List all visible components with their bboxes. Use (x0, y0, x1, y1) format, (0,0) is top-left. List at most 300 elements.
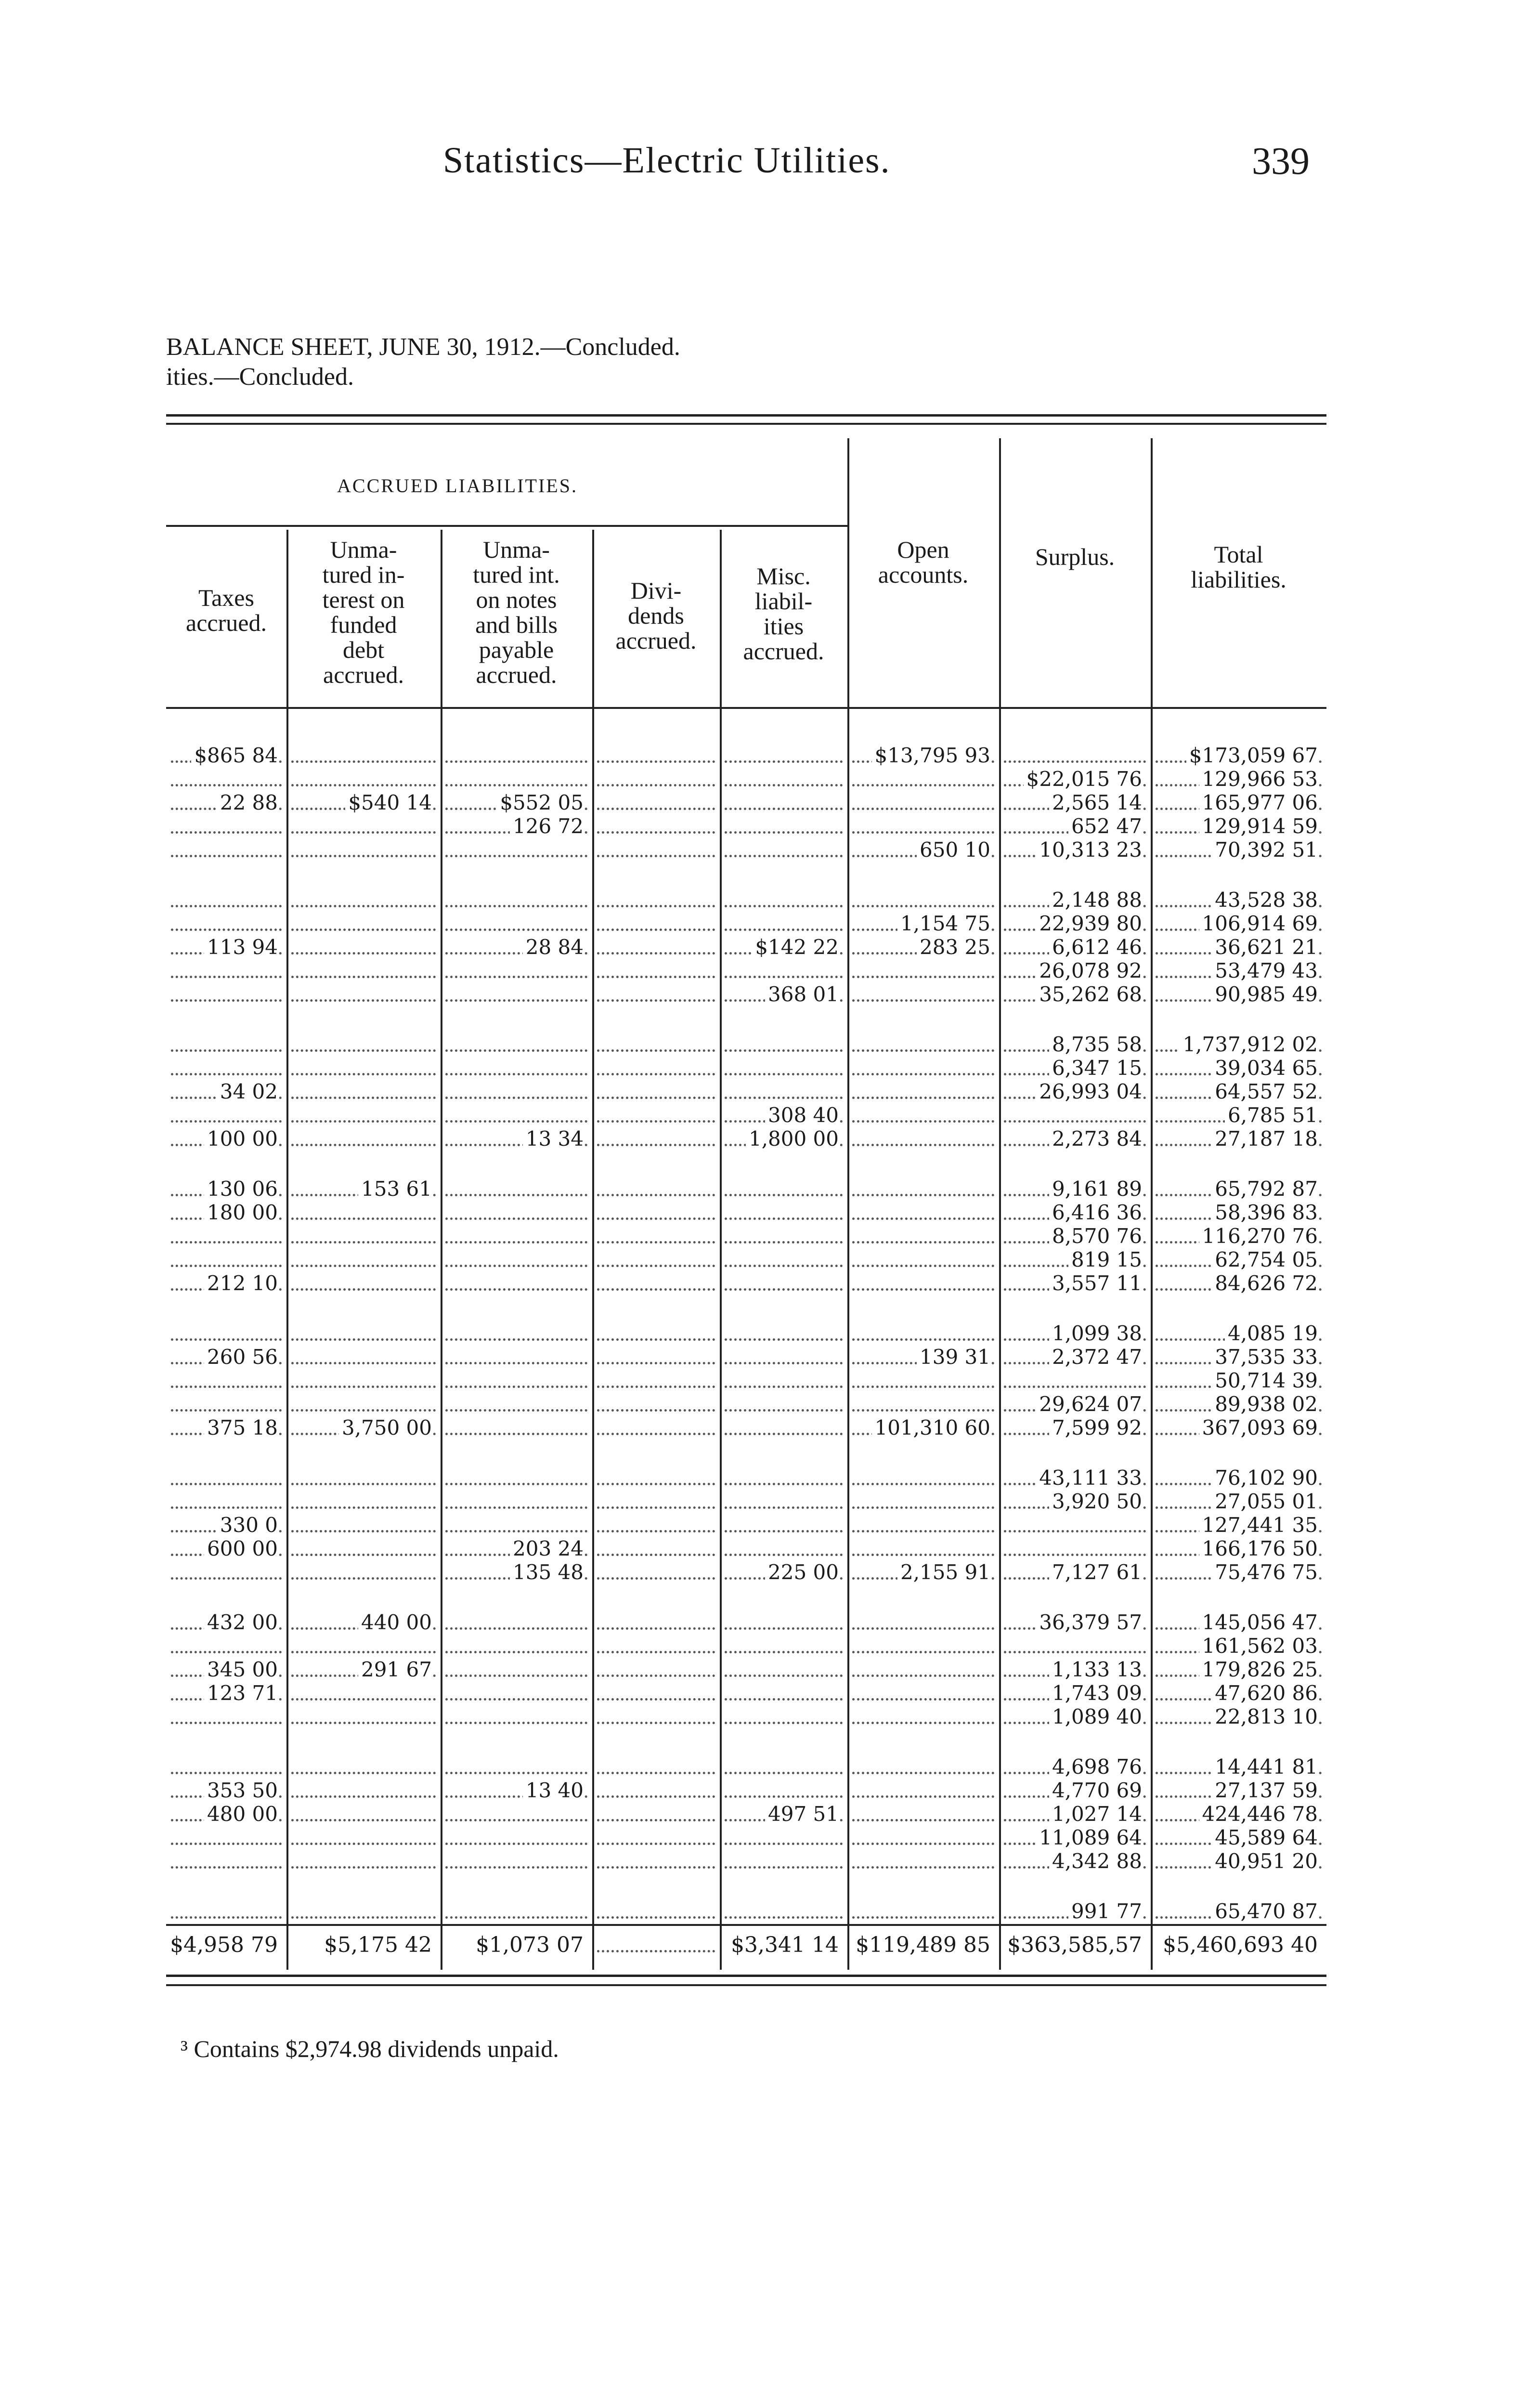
dot-leader (597, 808, 715, 810)
cell-value: 4,770 69 (1049, 1779, 1142, 1802)
cell-value: 6,347 15 (1049, 1057, 1142, 1079)
table-cell (441, 1934, 592, 1956)
table-cell (720, 1178, 847, 1200)
table-cell (999, 936, 1151, 958)
table-cell (720, 1416, 847, 1439)
table-cell (286, 1033, 441, 1056)
table-cell (847, 889, 999, 911)
dot-leader (597, 1409, 715, 1412)
column-header: Unma- tured in- terest on funded debt accrued. (322, 536, 405, 688)
table-cell (847, 1272, 999, 1295)
table-cell (720, 1201, 847, 1224)
dot-leader (852, 1916, 994, 1919)
table-cell (720, 1346, 847, 1368)
table-cell (847, 1537, 999, 1560)
table-cell (1151, 744, 1326, 767)
table-cell (847, 1201, 999, 1224)
table-cell (286, 1490, 441, 1513)
cell-value: 22,939 80 (1036, 912, 1142, 935)
table-cell (720, 1104, 847, 1126)
table-cell (847, 744, 999, 767)
table-cell (720, 1537, 847, 1560)
table-cell (441, 1803, 592, 1825)
cell-value: 27,187 18 (1212, 1127, 1318, 1150)
table-cell (286, 889, 441, 911)
dot-leader (725, 1506, 843, 1509)
dot-leader (852, 1097, 994, 1099)
table-cell (441, 1779, 592, 1802)
dot-leader (597, 1722, 715, 1724)
table-cell (720, 815, 847, 838)
table-cell (592, 1682, 720, 1704)
dot-leader (597, 1554, 715, 1556)
table-cell (999, 1466, 1151, 1489)
table-cell (1151, 1514, 1326, 1536)
table-cell (166, 1033, 286, 1056)
cell-value: 291 67 (358, 1658, 432, 1681)
table-cell (166, 1755, 286, 1778)
dot-leader (597, 1675, 715, 1677)
dot-leader (445, 784, 587, 786)
table-cell (1151, 1127, 1326, 1150)
table-cell (720, 1490, 847, 1513)
table-cell (286, 1682, 441, 1704)
table-cell (1151, 1272, 1326, 1295)
dot-leader (725, 1049, 843, 1052)
cell-value: 8,735 58 (1049, 1033, 1142, 1056)
dot-leader (1004, 760, 1146, 763)
dot-leader (597, 1483, 715, 1485)
dot-leader (445, 999, 587, 1002)
table-cell (441, 1466, 592, 1489)
table-cell (847, 1104, 999, 1126)
cell-value: 22 88 (217, 791, 278, 814)
table-cell (1151, 912, 1326, 935)
dot-leader (852, 905, 994, 907)
dot-leader (597, 999, 715, 1002)
cell-value: 3,557 11 (1049, 1272, 1142, 1295)
dot-leader (597, 1530, 715, 1532)
cell-value: 43,528 38 (1212, 889, 1318, 911)
dot-leader (597, 1362, 715, 1364)
table-cell (441, 1537, 592, 1560)
table-cell (1151, 1635, 1326, 1657)
dot-leader (171, 831, 282, 834)
table-cell (720, 1033, 847, 1056)
dot-leader (291, 760, 436, 763)
table-cell (720, 1514, 847, 1536)
table-cell (441, 912, 592, 935)
table-cell (999, 1850, 1151, 1872)
table-cell (999, 1934, 1151, 1956)
table-cell (286, 1705, 441, 1728)
dot-leader (597, 855, 715, 857)
table-cell (1151, 838, 1326, 861)
table-cell (592, 1514, 720, 1536)
dot-leader (445, 1386, 587, 1388)
table-cell (441, 1561, 592, 1584)
table-cell (441, 1080, 592, 1103)
table-cell (166, 1248, 286, 1271)
dot-leader (445, 1916, 587, 1919)
table-cell (720, 983, 847, 1006)
table-cell (999, 768, 1151, 790)
table-row (166, 1850, 1326, 1872)
table-cell (1151, 1080, 1326, 1103)
table-cell (166, 1057, 286, 1079)
table-cell (286, 1178, 441, 1200)
cell-value: $540 14 (345, 791, 432, 814)
table-cell (592, 1635, 720, 1657)
table-cell (592, 1346, 720, 1368)
table-cell (286, 815, 441, 838)
cell-value: 368 01 (765, 983, 839, 1006)
dot-leader (445, 929, 587, 931)
table-cell (999, 889, 1151, 911)
cell-value: 70,392 51 (1212, 838, 1318, 861)
table-cell (847, 1178, 999, 1200)
dot-leader (291, 1120, 436, 1123)
dot-leader (597, 1338, 715, 1341)
dot-leader (291, 1386, 436, 1388)
table-cell (166, 1322, 286, 1345)
table-cell (720, 768, 847, 790)
dot-leader (852, 1120, 994, 1123)
dot-leader (852, 1241, 994, 1243)
cell-value: 4,085 19 (1225, 1322, 1318, 1345)
dot-leader (291, 1577, 436, 1580)
table-cell (720, 912, 847, 935)
dot-leader (445, 855, 587, 857)
cell-value: 47,620 86 (1212, 1682, 1318, 1704)
cell-value: 35,262 68 (1036, 983, 1142, 1006)
dot-leader (725, 1338, 843, 1341)
dot-leader (445, 1288, 587, 1291)
cell-value: $5,175 42 (321, 1934, 432, 1956)
table-cell (592, 936, 720, 958)
table-cell (999, 1248, 1151, 1271)
table-cell (1151, 1369, 1326, 1392)
table-cell (1151, 1104, 1326, 1126)
dot-leader (171, 1120, 282, 1123)
table-cell (592, 1850, 720, 1872)
table-cell (592, 1803, 720, 1825)
dot-leader (725, 760, 843, 763)
table-cell (441, 1057, 592, 1079)
table-cell (720, 791, 847, 814)
table-cell (592, 1779, 720, 1802)
table-cell (847, 1934, 999, 1956)
dot-leader (597, 1795, 715, 1798)
table-cell (1151, 1934, 1326, 1956)
table-cell (592, 768, 720, 790)
dot-leader (725, 1386, 843, 1388)
dot-leader (852, 1506, 994, 1509)
cell-value: 6,416 36 (1049, 1201, 1142, 1224)
table-row (166, 791, 1326, 814)
table-cell (592, 1178, 720, 1200)
table-cell (441, 815, 592, 838)
table-row (166, 1900, 1326, 1923)
table-cell (720, 838, 847, 861)
cell-value: 58,396 83 (1212, 1201, 1318, 1224)
table-row (166, 1369, 1326, 1392)
cell-value: 353 50 (204, 1779, 278, 1802)
dot-leader (291, 1866, 436, 1869)
table-cell (999, 1225, 1151, 1247)
cell-value: 90,985 49 (1212, 983, 1318, 1006)
cell-value: 166,176 50 (1199, 1537, 1318, 1560)
table-caption (166, 332, 680, 392)
dot-leader (725, 1217, 843, 1220)
table-cell (847, 1466, 999, 1489)
table-cell (286, 1755, 441, 1778)
dot-leader (445, 1338, 587, 1341)
cell-value: 432 00 (204, 1611, 278, 1634)
dot-leader (171, 1772, 282, 1774)
table-cell (847, 1658, 999, 1681)
dot-leader (725, 1097, 843, 1099)
table-cell (166, 744, 286, 767)
cell-value: 76,102 90 (1212, 1466, 1318, 1489)
dot-leader (291, 1772, 436, 1774)
table-cell (286, 791, 441, 814)
cell-value: 65,470 87 (1212, 1900, 1318, 1923)
table-cell (847, 1611, 999, 1634)
table-cell (286, 744, 441, 767)
dot-leader (725, 905, 843, 907)
table-cell (1151, 1248, 1326, 1271)
dot-leader (445, 1049, 587, 1052)
table-cell (999, 791, 1151, 814)
table-cell (441, 1322, 592, 1345)
cell-value: 260 56 (204, 1346, 278, 1368)
dot-leader (445, 1506, 587, 1509)
dot-leader (445, 1097, 587, 1099)
table-cell (166, 1826, 286, 1849)
cell-value: 4,342 88 (1049, 1850, 1142, 1872)
table-cell (1151, 1416, 1326, 1439)
dot-leader (445, 1675, 587, 1677)
dot-leader (852, 784, 994, 786)
dot-leader (597, 784, 715, 786)
table-cell (999, 1490, 1151, 1513)
cell-value: 2,565 14 (1049, 791, 1142, 814)
dot-leader (725, 1698, 843, 1701)
cell-value: 13 40 (523, 1779, 584, 1802)
dot-leader (852, 808, 994, 810)
table-cell (441, 1705, 592, 1728)
cell-value: 27,055 01 (1212, 1490, 1318, 1513)
table-cell (286, 1934, 441, 1956)
dot-leader (445, 1722, 587, 1724)
table-row (166, 838, 1326, 861)
dot-leader (852, 1866, 994, 1869)
table-cell (720, 1466, 847, 1489)
table-cell (166, 1272, 286, 1295)
dot-leader (597, 1097, 715, 1099)
table-cell (166, 791, 286, 814)
table-cell (592, 1561, 720, 1584)
table-cell (999, 959, 1151, 982)
table-cell (847, 1322, 999, 1345)
table-cell (166, 1561, 286, 1584)
dot-leader (445, 1698, 587, 1701)
dot-leader (1004, 1651, 1146, 1653)
table-cell (1151, 983, 1326, 1006)
dot-leader (445, 1241, 587, 1243)
table-cell (592, 1057, 720, 1079)
table-cell (286, 1611, 441, 1634)
dot-leader (597, 1843, 715, 1845)
table-cell (441, 1346, 592, 1368)
cell-value: $363,585,57 (1004, 1934, 1142, 1956)
table-cell (999, 1658, 1151, 1681)
dot-leader (291, 1265, 436, 1267)
dot-leader (597, 1866, 715, 1869)
dot-leader (597, 1916, 715, 1919)
table-cell (441, 1104, 592, 1126)
table-cell (286, 1416, 441, 1439)
table-cell (441, 1393, 592, 1415)
table-cell (441, 936, 592, 958)
table-cell (441, 889, 592, 911)
table-cell (286, 1057, 441, 1079)
running-title: Statistics—Electric Utilities. (443, 140, 891, 181)
table-cell (592, 838, 720, 861)
table-cell (166, 1490, 286, 1513)
dot-leader (291, 1097, 436, 1099)
dot-leader (291, 831, 436, 834)
table-cell (999, 1779, 1151, 1802)
dot-leader (445, 1362, 587, 1364)
cell-value: 180 00 (204, 1201, 278, 1224)
cell-value: 27,137 59 (1212, 1779, 1318, 1802)
table-cell (1151, 1900, 1326, 1923)
dot-leader (597, 1288, 715, 1291)
cell-value: 39,034 65 (1212, 1057, 1318, 1079)
dot-leader (725, 1627, 843, 1630)
table-cell (847, 1225, 999, 1247)
cell-value: 652 47 (1068, 815, 1142, 838)
cell-value: 116,270 76 (1199, 1225, 1318, 1247)
table-cell (999, 1611, 1151, 1634)
table-row (166, 815, 1326, 838)
table-cell (286, 1537, 441, 1560)
table-cell (999, 912, 1151, 935)
table-cell (592, 1658, 720, 1681)
dot-leader (291, 1506, 436, 1509)
table-cell (441, 1272, 592, 1295)
dot-leader (597, 760, 715, 763)
table-cell (847, 1057, 999, 1079)
cell-value: 1,099 38 (1049, 1322, 1142, 1345)
dot-leader (725, 1722, 843, 1724)
cell-value: 330 0 (217, 1514, 278, 1536)
cell-value: 225 00 (765, 1561, 839, 1584)
cell-value: 650 10 (917, 838, 990, 861)
cell-value: $173,059 67 (1186, 744, 1318, 767)
table-row (166, 1514, 1326, 1536)
table-cell (999, 1080, 1151, 1103)
dot-leader (445, 760, 587, 763)
cell-value: 497 51 (765, 1803, 839, 1825)
table-cell (847, 1369, 999, 1392)
table-cell (592, 1225, 720, 1247)
dot-leader (725, 1651, 843, 1653)
table-cell (999, 815, 1151, 838)
cell-value: 2,148 88 (1049, 889, 1142, 911)
table-cell (286, 1658, 441, 1681)
dot-leader (291, 905, 436, 907)
table-cell (286, 1561, 441, 1584)
dot-leader (291, 929, 436, 931)
table-cell (1151, 1826, 1326, 1849)
table-cell (592, 1201, 720, 1224)
dot-leader (291, 1362, 436, 1364)
table-cell (720, 1369, 847, 1392)
table-cell (847, 983, 999, 1006)
table-cell (847, 959, 999, 982)
column-header: Misc. liabil- ities accrued. (743, 563, 824, 665)
table-cell (286, 1514, 441, 1536)
column-header: Unma- tured int. on notes and bills payable accrued. (473, 536, 560, 688)
dot-leader (597, 1950, 715, 1952)
table-row (166, 936, 1326, 958)
dot-leader (291, 1819, 436, 1821)
dot-leader (597, 1772, 715, 1774)
table-cell (286, 1826, 441, 1849)
caption-line-2: ities.—Concluded. (166, 363, 354, 391)
bottom-rule-inner (166, 1984, 1326, 1986)
table-cell (847, 1826, 999, 1849)
table-cell (720, 1850, 847, 1872)
table-row (166, 1248, 1326, 1271)
table-cell (592, 912, 720, 935)
dot-leader (852, 1144, 994, 1146)
cell-value: 113 94 (204, 936, 278, 958)
table-cell (847, 768, 999, 790)
cell-value: 6,785 51 (1225, 1104, 1318, 1126)
dot-leader (291, 999, 436, 1002)
table-cell (1151, 1201, 1326, 1224)
dot-leader (445, 1772, 587, 1774)
table-cell (441, 1900, 592, 1923)
table-cell (166, 912, 286, 935)
cell-value: 26,993 04 (1036, 1080, 1142, 1103)
cell-value: 165,977 06 (1199, 791, 1318, 814)
table-cell (166, 1080, 286, 1103)
dot-leader (852, 1049, 994, 1052)
dot-leader (725, 1265, 843, 1267)
table-cell (166, 889, 286, 911)
dot-leader (445, 1217, 587, 1220)
table-cell (441, 1755, 592, 1778)
table-cell (847, 1900, 999, 1923)
dot-leader (445, 1433, 587, 1435)
table-cell (592, 983, 720, 1006)
table-cell (166, 1466, 286, 1489)
table-cell (166, 1779, 286, 1802)
table-cell (847, 1248, 999, 1271)
table-cell (720, 1934, 847, 1956)
table-cell (286, 1900, 441, 1923)
cell-value: 145,056 47 (1199, 1611, 1318, 1634)
dot-leader (725, 1433, 843, 1435)
table-cell (720, 1127, 847, 1150)
dot-leader (725, 855, 843, 857)
dot-leader (291, 1241, 436, 1243)
